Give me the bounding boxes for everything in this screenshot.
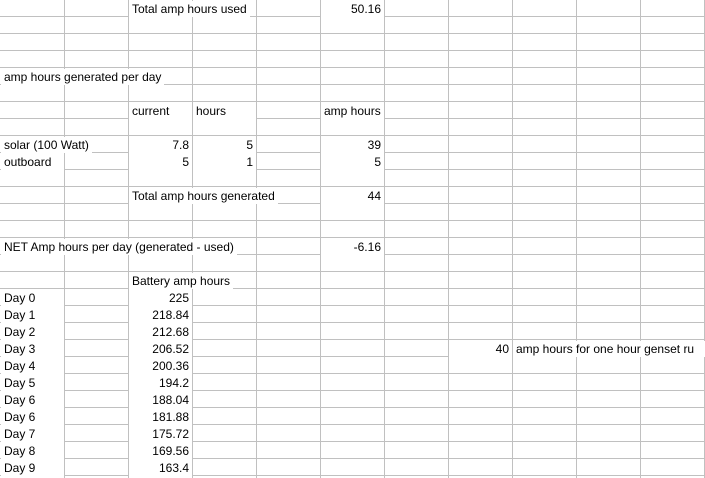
battery-day-label[interactable]: Day 1 (1, 307, 64, 323)
battery-day-value[interactable]: 206.52 (129, 341, 192, 357)
battery-day-value[interactable]: 169.56 (129, 443, 192, 459)
battery-day-value[interactable]: 188.04 (129, 392, 192, 408)
generated-section-title[interactable]: amp hours generated per day (1, 69, 164, 85)
battery-day-value[interactable]: 225 (129, 290, 192, 306)
source-name-solar[interactable]: solar (100 Watt) (1, 137, 92, 153)
battery-day-label[interactable]: Day 6 (1, 409, 64, 425)
total-generated-label[interactable]: Total amp hours generated (129, 188, 278, 204)
battery-header[interactable]: Battery amp hours (129, 273, 233, 289)
total-used-label[interactable]: Total amp hours used (129, 1, 250, 17)
battery-day-value[interactable]: 200.36 (129, 358, 192, 374)
source-amp-hours-solar[interactable]: 39 (321, 137, 384, 153)
battery-day-label[interactable]: Day 5 (1, 375, 64, 391)
battery-day-value[interactable]: 175.72 (129, 426, 192, 442)
source-hours-solar[interactable]: 5 (193, 137, 256, 153)
battery-day-value[interactable]: 218.84 (129, 307, 192, 323)
battery-day-value[interactable]: 163.4 (129, 460, 192, 476)
total-used-value[interactable]: 50.16 (321, 1, 384, 17)
battery-day-label[interactable]: Day 8 (1, 443, 64, 459)
net-value[interactable]: -6.16 (321, 239, 384, 255)
battery-day-label[interactable]: Day 7 (1, 426, 64, 442)
battery-day-value[interactable]: 212.68 (129, 324, 192, 340)
battery-day-label[interactable]: Day 9 (1, 460, 64, 476)
header-current[interactable]: current (129, 103, 192, 119)
source-current-outboard[interactable]: 5 (129, 154, 192, 170)
battery-day-value[interactable]: 194.2 (129, 375, 192, 391)
battery-day-label[interactable]: Day 0 (1, 290, 64, 306)
battery-day-label[interactable]: Day 2 (1, 324, 64, 340)
header-hours[interactable]: hours (193, 103, 256, 119)
battery-day-label[interactable]: Day 4 (1, 358, 64, 374)
total-generated-value[interactable]: 44 (321, 188, 384, 204)
battery-day-label[interactable]: Day 3 (1, 341, 64, 357)
header-amp-hours[interactable]: amp hours (321, 103, 384, 119)
net-label[interactable]: NET Amp hours per day (generated - used) (1, 239, 237, 255)
battery-day-label[interactable]: Day 6 (1, 392, 64, 408)
battery-day-value[interactable]: 181.88 (129, 409, 192, 425)
genset-note[interactable]: amp hours for one hour genset ru (513, 341, 705, 357)
source-hours-outboard[interactable]: 1 (193, 154, 256, 170)
source-amp-hours-outboard[interactable]: 5 (321, 154, 384, 170)
genset-value[interactable]: 40 (449, 341, 512, 357)
source-current-solar[interactable]: 7.8 (129, 137, 192, 153)
source-name-outboard[interactable]: outboard (1, 154, 64, 170)
